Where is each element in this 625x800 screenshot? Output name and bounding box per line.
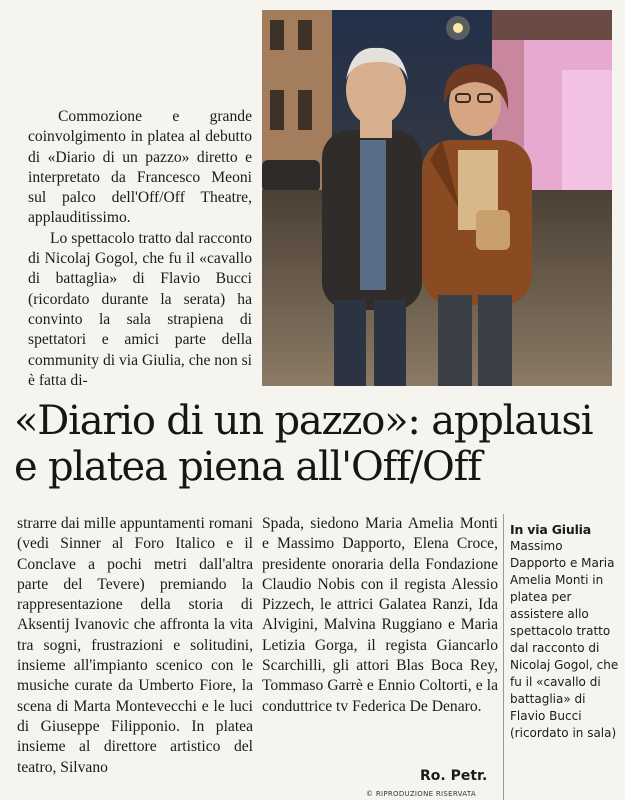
headline-line-1: «Diario di un pazzo»: applausi: [14, 398, 593, 444]
caption-title: In via Giulia: [510, 522, 591, 537]
column-divider: [503, 514, 504, 800]
article-photo: [262, 10, 612, 386]
body-column-1-text: strarre dai mille appuntamenti romani (vedi Sinner al Foro Italico e il Conclave a pochi metri dall'altra parte del Tevere) premiando la rappresentazione della storia di Aksentij Ivanovic che affronta la vita tra sogni, frustrazioni e solitudini, insieme all'impianto scenico con le musiche curate da Umberto Fiore, la scena di Marta Montevecchi e le luci di Giuseppe Filipponio. In platea insieme al direttore artistico del teatro, Silvano: [17, 515, 253, 776]
body-column-1: [17, 514, 253, 778]
copyright-notice: © RIPRODUZIONE RISERVATA: [366, 790, 476, 798]
lead-paragraphs: [28, 107, 252, 391]
headline: [14, 398, 614, 490]
caption-text: Massimo Dapporto e Maria Amelia Monti in platea per assistere allo spettacolo tratto dal racconto di Nicolaj Gogol, che fu il «cavallo di battaglia» di Flavio Bucci (ricordato in sala): [510, 539, 619, 740]
photo-caption: [510, 521, 620, 742]
body-column-2: [262, 514, 498, 717]
author-signature: Ro. Petr.: [420, 768, 488, 784]
lead-paragraph-2: Lo spettacolo tratto dal racconto di Nicolaj Gogol, che fu il «cavallo di battaglia» di Flavio Bucci (ricordato durante la serata) ha convinto la sala strapiena di spettatori e amici parte della community di via Giulia, che non si è fatta di-: [28, 229, 252, 389]
headline-line-2: e platea piena all'Off/Off: [14, 444, 481, 490]
photo-couple-illustration: [262, 10, 612, 386]
lead-paragraph-1: Commozione e grande coinvolgimento in platea al debutto di «Diario di un pazzo» diretto e interpretato da Francesco Meoni sul palco dell'Off/Off Theatre, applauditissimo.: [28, 108, 252, 227]
body-column-2-text: Spada, siedono Maria Amelia Monti e Massimo Dapporto, Elena Croce, presidente onoraria della Fondazione Claudio Nobis con il regista Alessio Pizzech, le attrici Galatea Ranzi, Ida Alvigini, Malvina Ruggiano e Maria Letizia Gorga, il regista Giancarlo Scarchilli, gli attori Blas Boca Rey, Tommaso Garrè e Ennio Coltorti, e la conduttrice tv Federica De Denaro.: [262, 515, 498, 715]
